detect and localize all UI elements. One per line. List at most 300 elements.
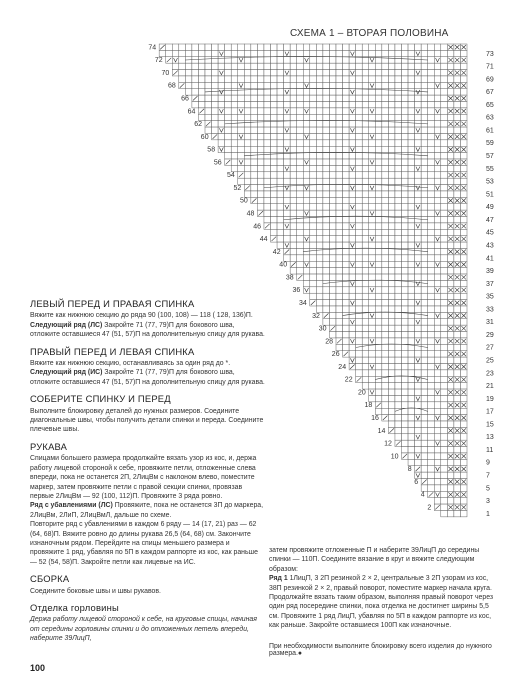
chart-cell [212, 102, 219, 108]
chart-cell [428, 395, 435, 401]
chart-cell [244, 159, 251, 165]
chart-cell [271, 127, 278, 133]
chart-cell [454, 447, 461, 453]
chart-cell [428, 287, 435, 293]
chart-cell [428, 210, 435, 216]
chart-cell [388, 191, 395, 197]
chart-cell [362, 191, 369, 197]
chart-cell [382, 95, 389, 101]
chart-cell [192, 57, 199, 63]
chart-cell [402, 127, 409, 133]
chart-cell [264, 114, 271, 120]
chart-cell [447, 293, 454, 299]
chart-cell [316, 191, 323, 197]
chart-cell [323, 274, 330, 280]
chart-cell [382, 338, 389, 344]
chart-cell [369, 89, 376, 95]
chart-cell [198, 44, 205, 50]
chart-cell [447, 485, 454, 491]
chart-cell [343, 76, 350, 82]
chart-cell [251, 153, 258, 159]
chart-cell [336, 268, 343, 274]
chart-cell [271, 178, 278, 184]
chart-cell [356, 185, 363, 191]
chart-cell [375, 127, 382, 133]
chart-cell [402, 268, 409, 274]
chart-cell [362, 325, 369, 331]
chart-cell [244, 178, 251, 184]
chart-cell [271, 229, 278, 235]
chart-cell [362, 280, 369, 286]
chart-cell [251, 70, 258, 76]
chart-cell [225, 95, 232, 101]
chart-cell [290, 63, 297, 69]
chart-cell [343, 108, 350, 114]
chart-cell [212, 63, 219, 69]
chart-cell [343, 261, 350, 267]
chart-cell [388, 306, 395, 312]
chart-cell [329, 197, 336, 203]
chart-cell [192, 63, 199, 69]
chart-cell [251, 121, 258, 127]
chart-cell [388, 140, 395, 146]
chart-cell [362, 178, 369, 184]
chart-cell [316, 95, 323, 101]
chart-cell [290, 178, 297, 184]
paragraph: Выполните блокировку деталей до нужных размеров. Соедините диагональные швы, чтобы получить детали спинки и переда. Соедините плечевые швы. [30, 407, 264, 434]
chart-cell [415, 172, 422, 178]
chart-cell [395, 95, 402, 101]
chart-cell [310, 293, 317, 299]
chart-cell [329, 172, 336, 178]
chart-cell [395, 427, 402, 433]
chart-cell [447, 76, 454, 82]
chart-cell [316, 89, 323, 95]
chart-cell [349, 102, 356, 108]
chart-cell [271, 57, 278, 63]
chart-cell [290, 121, 297, 127]
chart-cell [454, 178, 461, 184]
chart-cell [251, 102, 258, 108]
chart-cell [415, 133, 422, 139]
chart-cell [428, 364, 435, 370]
chart-cell [244, 108, 251, 114]
chart-cell [343, 306, 350, 312]
footnote: При необходимости выполните блокировку всего изделия до нужного размера.● [269, 643, 492, 657]
chart-cell [316, 197, 323, 203]
chart-cell [362, 223, 369, 229]
chart-cell [375, 197, 382, 203]
chart-cell [218, 63, 225, 69]
chart-cell [460, 127, 467, 133]
row-number-left: 22 [344, 376, 353, 384]
chart-cell [323, 76, 330, 82]
chart-cell [297, 236, 304, 242]
chart-cell [323, 153, 330, 159]
chart-cell [408, 165, 415, 171]
chart-cell [244, 63, 251, 69]
row-number-left: 74 [148, 44, 157, 52]
chart-cell [244, 95, 251, 101]
chart-cell [375, 300, 382, 306]
chart-cell [454, 472, 461, 478]
chart-cell [428, 242, 435, 248]
chart-cell [408, 395, 415, 401]
row-number-right: 53 [486, 178, 494, 186]
row-number-right: 55 [486, 165, 494, 173]
chart-cell [388, 293, 395, 299]
chart-cell [447, 498, 454, 504]
chart-cell [408, 364, 415, 370]
chart-cell [375, 364, 382, 370]
chart-cell [415, 312, 422, 318]
chart-cell [316, 121, 323, 127]
paragraph: Вяжите как нижнюю секцию, останавливаясь за один ряд до *. [30, 360, 231, 368]
chart-cell [375, 357, 382, 363]
row-number-right: 47 [486, 216, 494, 224]
chart-cell [388, 408, 395, 414]
chart-cell [303, 63, 310, 69]
chart-cell [349, 63, 356, 69]
chart-cell [185, 63, 192, 69]
chart-cell [356, 332, 363, 338]
chart-cell [303, 146, 310, 152]
chart-cell [428, 280, 435, 286]
chart-cell [349, 325, 356, 331]
chart-cell [428, 108, 435, 114]
chart-cell [316, 159, 323, 165]
chart-cell [323, 210, 330, 216]
chart-cell [336, 133, 343, 139]
chart-cell [421, 255, 428, 261]
chart-cell [310, 165, 317, 171]
chart-cell [316, 217, 323, 223]
chart-cell [421, 351, 428, 357]
chart-cell [428, 357, 435, 363]
row-number-right: 41 [486, 255, 494, 263]
chart-cell [402, 44, 409, 50]
chart-cell [434, 344, 441, 350]
chart-cell [460, 459, 467, 465]
chart-cell [447, 165, 454, 171]
chart-cell [356, 140, 363, 146]
chart-cell [264, 159, 271, 165]
chart-cell [408, 383, 415, 389]
chart-cell [421, 370, 428, 376]
chart-cell [421, 466, 428, 472]
chart-cell [323, 300, 330, 306]
chart-cell [329, 159, 336, 165]
chart-cell [388, 376, 395, 382]
chart-cell [336, 274, 343, 280]
chart-cell [375, 76, 382, 82]
chart-cell [428, 344, 435, 350]
chart-cell [356, 280, 363, 286]
chart-cell [415, 427, 422, 433]
chart-cell [375, 389, 382, 395]
chart-cell [415, 236, 422, 242]
chart-cell [336, 229, 343, 235]
chart-cell [369, 114, 376, 120]
chart-cell [441, 415, 448, 421]
chart-cell [362, 293, 369, 299]
chart-cell [375, 236, 382, 242]
chart-cell [369, 293, 376, 299]
chart-cell [212, 114, 219, 120]
chart-cell [460, 76, 467, 82]
chart-cell [257, 153, 264, 159]
chart-cell [382, 402, 389, 408]
chart-cell [441, 479, 448, 485]
chart-cell [395, 364, 402, 370]
chart-cell [251, 127, 258, 133]
chart-cell [329, 140, 336, 146]
chart-cell [310, 133, 317, 139]
chart-cell [336, 89, 343, 95]
chart-cell [290, 133, 297, 139]
chart-cell [362, 95, 369, 101]
chart-cell [198, 82, 205, 88]
chart-cell [290, 172, 297, 178]
chart-cell [362, 376, 369, 382]
chart-cell [179, 76, 186, 82]
chart-cell [290, 248, 297, 254]
chart-cell [428, 402, 435, 408]
chart-cell [284, 140, 291, 146]
chart-cell [362, 50, 369, 56]
chart-cell [343, 70, 350, 76]
chart-cell [460, 50, 467, 56]
chart-cell [362, 383, 369, 389]
chart-cell [277, 57, 284, 63]
chart-cell [310, 121, 317, 127]
chart-cell [388, 197, 395, 203]
chart-cell [441, 248, 448, 254]
chart-cell [349, 287, 356, 293]
chart-cell [218, 102, 225, 108]
chart-cell [382, 255, 389, 261]
chart-cell [428, 479, 435, 485]
chart-cell [356, 300, 363, 306]
chart-cell [402, 395, 409, 401]
paragraph: затем провяжите отложенные П и наберите 39ЛицП до середины спинки — 110П. Соедините вязание в круг и вяжите следующим образом: [269, 547, 480, 573]
chart-cell [388, 146, 395, 152]
chart-cell [303, 204, 310, 210]
paragraph [269, 574, 495, 593]
chart-cell [415, 248, 422, 254]
chart-cell [257, 146, 264, 152]
chart-cell [356, 165, 363, 171]
chart-cell [402, 287, 409, 293]
chart-cell [375, 312, 382, 318]
chart-cell [284, 57, 291, 63]
chart-cell [362, 217, 369, 223]
chart-cell [244, 44, 251, 50]
chart-cell [297, 255, 304, 261]
chart-cell [382, 332, 389, 338]
chart-cell [428, 57, 435, 63]
chart-cell [382, 191, 389, 197]
chart-cell [454, 229, 461, 235]
chart-cell [329, 293, 336, 299]
chart-cell [415, 255, 422, 261]
chart-cell [421, 133, 428, 139]
chart-cell [369, 242, 376, 248]
paragraph-text: 1ЛицП, 3 2П резинкой 2 × 2, центральные 3 2П узорам из кос, 38П резинкой 2 × 2, правый поворот, поместите маркер начала круга. [269, 575, 492, 592]
chart-cell [323, 89, 330, 95]
chart-cell [375, 229, 382, 235]
chart-cell [329, 178, 336, 184]
chart-cell [297, 268, 304, 274]
row-number-right: 21 [486, 383, 494, 391]
row-number-left: 66 [181, 95, 189, 103]
chart-cell [428, 236, 435, 242]
chart-cell [402, 312, 409, 318]
chart-cell [454, 344, 461, 350]
chart-cell [415, 95, 422, 101]
chart-cell [336, 82, 343, 88]
chart-cell [231, 140, 238, 146]
chart-cell [369, 146, 376, 152]
chart-cell [428, 389, 435, 395]
row-number-right: 35 [486, 293, 494, 301]
chart-cell [395, 44, 402, 50]
chart-cell [329, 89, 336, 95]
chart-cell [408, 121, 415, 127]
chart-cell [212, 57, 219, 63]
chart-cell [441, 434, 448, 440]
chart-cell [428, 140, 435, 146]
chart-cell [198, 114, 205, 120]
chart-cell [395, 159, 402, 165]
chart-cell [251, 140, 258, 146]
chart-cell [290, 146, 297, 152]
chart-cell [388, 280, 395, 286]
row-number-left: 12 [384, 440, 392, 448]
row-number-left: 24 [338, 363, 347, 371]
chart-cell [460, 485, 467, 491]
chart-cell [421, 395, 428, 401]
chart-cell [408, 191, 415, 197]
chart-cell [382, 210, 389, 216]
chart-cell [218, 140, 225, 146]
chart-cell [316, 255, 323, 261]
chart-cell [356, 44, 363, 50]
chart-cell [310, 76, 317, 82]
chart-cell [441, 204, 448, 210]
chart-cell [310, 140, 317, 146]
chart-cell [421, 459, 428, 465]
chart-cell [323, 223, 330, 229]
chart-cell [421, 300, 428, 306]
chart-cell [441, 165, 448, 171]
chart-cell [434, 102, 441, 108]
chart-cell [284, 95, 291, 101]
chart-cell [408, 306, 415, 312]
chart-cell [329, 280, 336, 286]
chart-cell [408, 421, 415, 427]
chart-cell [336, 287, 343, 293]
chart-cell [421, 274, 428, 280]
chart-cell [441, 498, 448, 504]
chart-cell [434, 485, 441, 491]
chart-cell [336, 102, 343, 108]
chart-cell [408, 133, 415, 139]
chart-cell [460, 447, 467, 453]
chart-cell [212, 108, 219, 114]
chart-cell [238, 44, 245, 50]
chart-cell [343, 50, 350, 56]
chart-cell [362, 121, 369, 127]
chart-cell [408, 440, 415, 446]
chart-cell [356, 261, 363, 267]
chart-cell [395, 140, 402, 146]
chart-cell [388, 95, 395, 101]
chart-cell [441, 338, 448, 344]
chart-cell [421, 472, 428, 478]
chart-cell [343, 191, 350, 197]
chart-cell [264, 76, 271, 82]
chart-cell [297, 70, 304, 76]
chart-cell [343, 325, 350, 331]
chart-cell [336, 127, 343, 133]
chart-cell [329, 191, 336, 197]
chart-cell [303, 76, 310, 82]
chart-cell [284, 76, 291, 82]
chart-cell [303, 44, 310, 50]
chart-cell [447, 217, 454, 223]
chart-cell [310, 114, 317, 120]
chart-cell [447, 408, 454, 414]
chart-cell [343, 63, 350, 69]
chart-cell [277, 204, 284, 210]
paragraph: Вяжите как нижнюю секцию до ряда 90 (100, 108) — 118 ( 128, 136)П. [30, 312, 253, 320]
chart-cell [310, 89, 317, 95]
chart-cell [251, 133, 258, 139]
chart-cell [316, 306, 323, 312]
chart-cell [323, 133, 330, 139]
chart-cell [212, 121, 219, 127]
row-number-right: 73 [486, 50, 494, 58]
chart-cell [402, 434, 409, 440]
chart-cell [402, 191, 409, 197]
chart-cell [329, 133, 336, 139]
chart-cell [375, 63, 382, 69]
chart-cell [343, 127, 350, 133]
chart-cell [231, 82, 238, 88]
chart-cell [369, 255, 376, 261]
chart-cell [434, 376, 441, 382]
chart-cell [257, 133, 264, 139]
chart-cell [454, 255, 461, 261]
chart-cell [231, 95, 238, 101]
row-label: Ряд с убавлениями (ЛС) [30, 502, 113, 510]
chart-cell [402, 440, 409, 446]
chart-cell [408, 408, 415, 414]
chart-cell [382, 364, 389, 370]
chart-cell [382, 102, 389, 108]
chart-cell [441, 293, 448, 299]
chart-cell [388, 210, 395, 216]
chart-cell [310, 210, 317, 216]
chart-cell [408, 210, 415, 216]
chart-cell [297, 95, 304, 101]
chart-cell [244, 140, 251, 146]
chart-cell [310, 185, 317, 191]
chart-cell [447, 178, 454, 184]
chart-cell [323, 63, 330, 69]
chart-cell [185, 76, 192, 82]
